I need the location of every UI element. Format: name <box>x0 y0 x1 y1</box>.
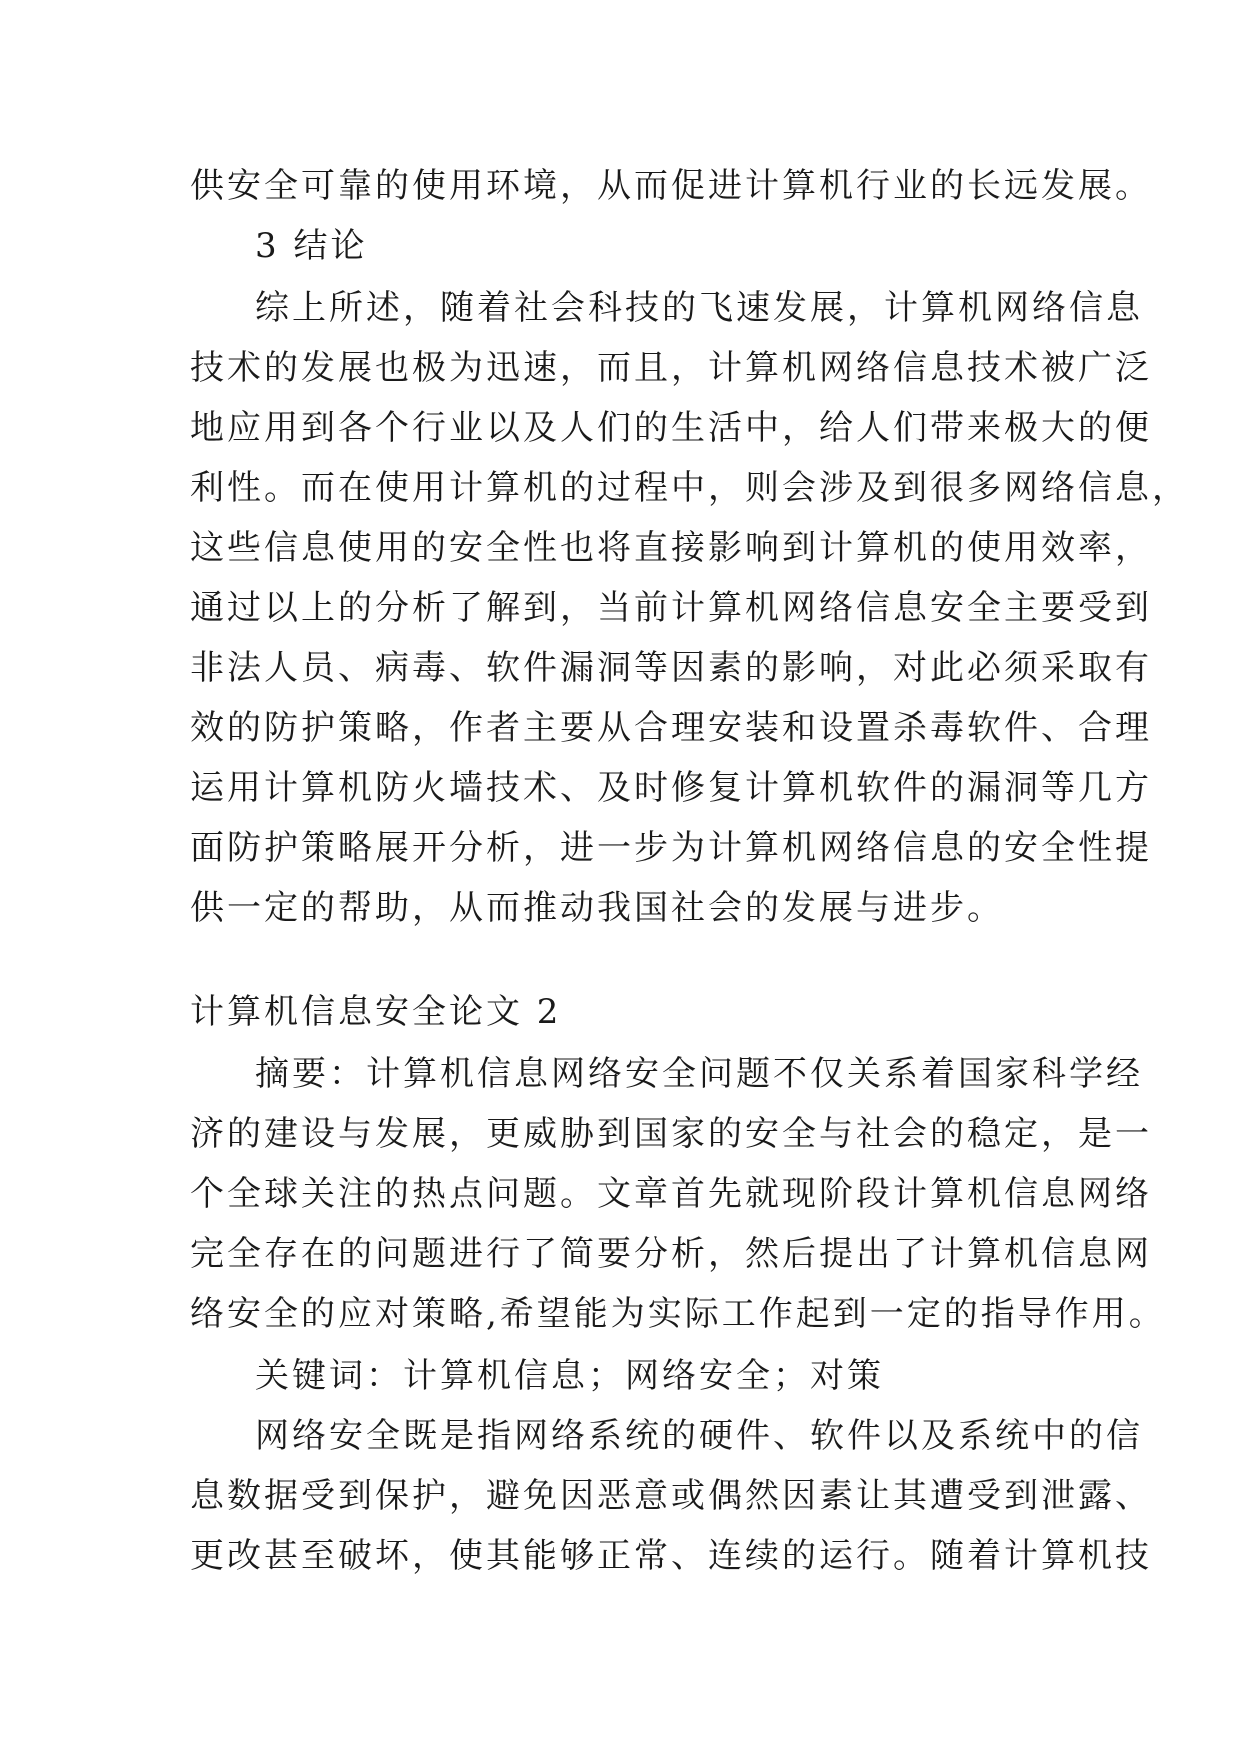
section-heading: 3 结论 <box>255 226 368 266</box>
paragraph-line: 地应用到各个行业以及人们的生活中，给人们带来极大的便 <box>190 408 1152 448</box>
paragraph-line: 供安全可靠的使用环境，从而促进计算机行业的长远发展。 <box>190 166 1152 206</box>
paragraph-line: 非法人员、病毒、软件漏洞等因素的影响，对此必须采取有 <box>190 648 1152 688</box>
paragraph-line: 更改甚至破坏，使其能够正常、连续的运行。随着计算机技 <box>190 1536 1152 1576</box>
paragraph-line: 这些信息使用的安全性也将直接影响到计算机的使用效率， <box>190 528 1152 568</box>
abstract-line: 完全存在的问题进行了简要分析，然后提出了计算机信息网 <box>190 1234 1152 1274</box>
keywords-line: 关键词：计算机信息；网络安全；对策 <box>255 1356 884 1396</box>
paragraph-line: 效的防护策略，作者主要从合理安装和设置杀毒软件、合理 <box>190 708 1152 748</box>
abstract-line: 个全球关注的热点问题。文章首先就现阶段计算机信息网络 <box>190 1174 1152 1214</box>
paragraph-line: 面防护策略展开分析，进一步为计算机网络信息的安全性提 <box>190 828 1152 868</box>
abstract-line: 济的建设与发展，更威胁到国家的安全与社会的稳定，是一 <box>190 1114 1152 1154</box>
paragraph-line: 通过以上的分析了解到，当前计算机网络信息安全主要受到 <box>190 588 1152 628</box>
paragraph-line: 综上所述，随着社会科技的飞速发展，计算机网络信息 <box>255 288 1143 328</box>
paragraph-line: 技术的发展也极为迅速，而且，计算机网络信息技术被广泛 <box>190 348 1152 388</box>
abstract-line: 络安全的应对策略,希望能为实际工作起到一定的指导作用。 <box>190 1294 1166 1334</box>
paragraph-line: 运用计算机防火墙技术、及时修复计算机软件的漏洞等几方 <box>190 768 1152 808</box>
paragraph-line: 网络安全既是指网络系统的硬件、软件以及系统中的信 <box>255 1416 1143 1456</box>
paragraph-line: 供一定的帮助，从而推动我国社会的发展与进步。 <box>190 888 1004 928</box>
paragraph-line: 息数据受到保护，避免因恶意或偶然因素让其遭受到泄露、 <box>190 1476 1152 1516</box>
paragraph-line: 利性。而在使用计算机的过程中，则会涉及到很多网络信息， <box>190 468 1189 508</box>
abstract-line: 摘要：计算机信息网络安全问题不仅关系着国家科学经 <box>255 1054 1143 1094</box>
essay-title: 计算机信息安全论文 2 <box>190 992 562 1032</box>
